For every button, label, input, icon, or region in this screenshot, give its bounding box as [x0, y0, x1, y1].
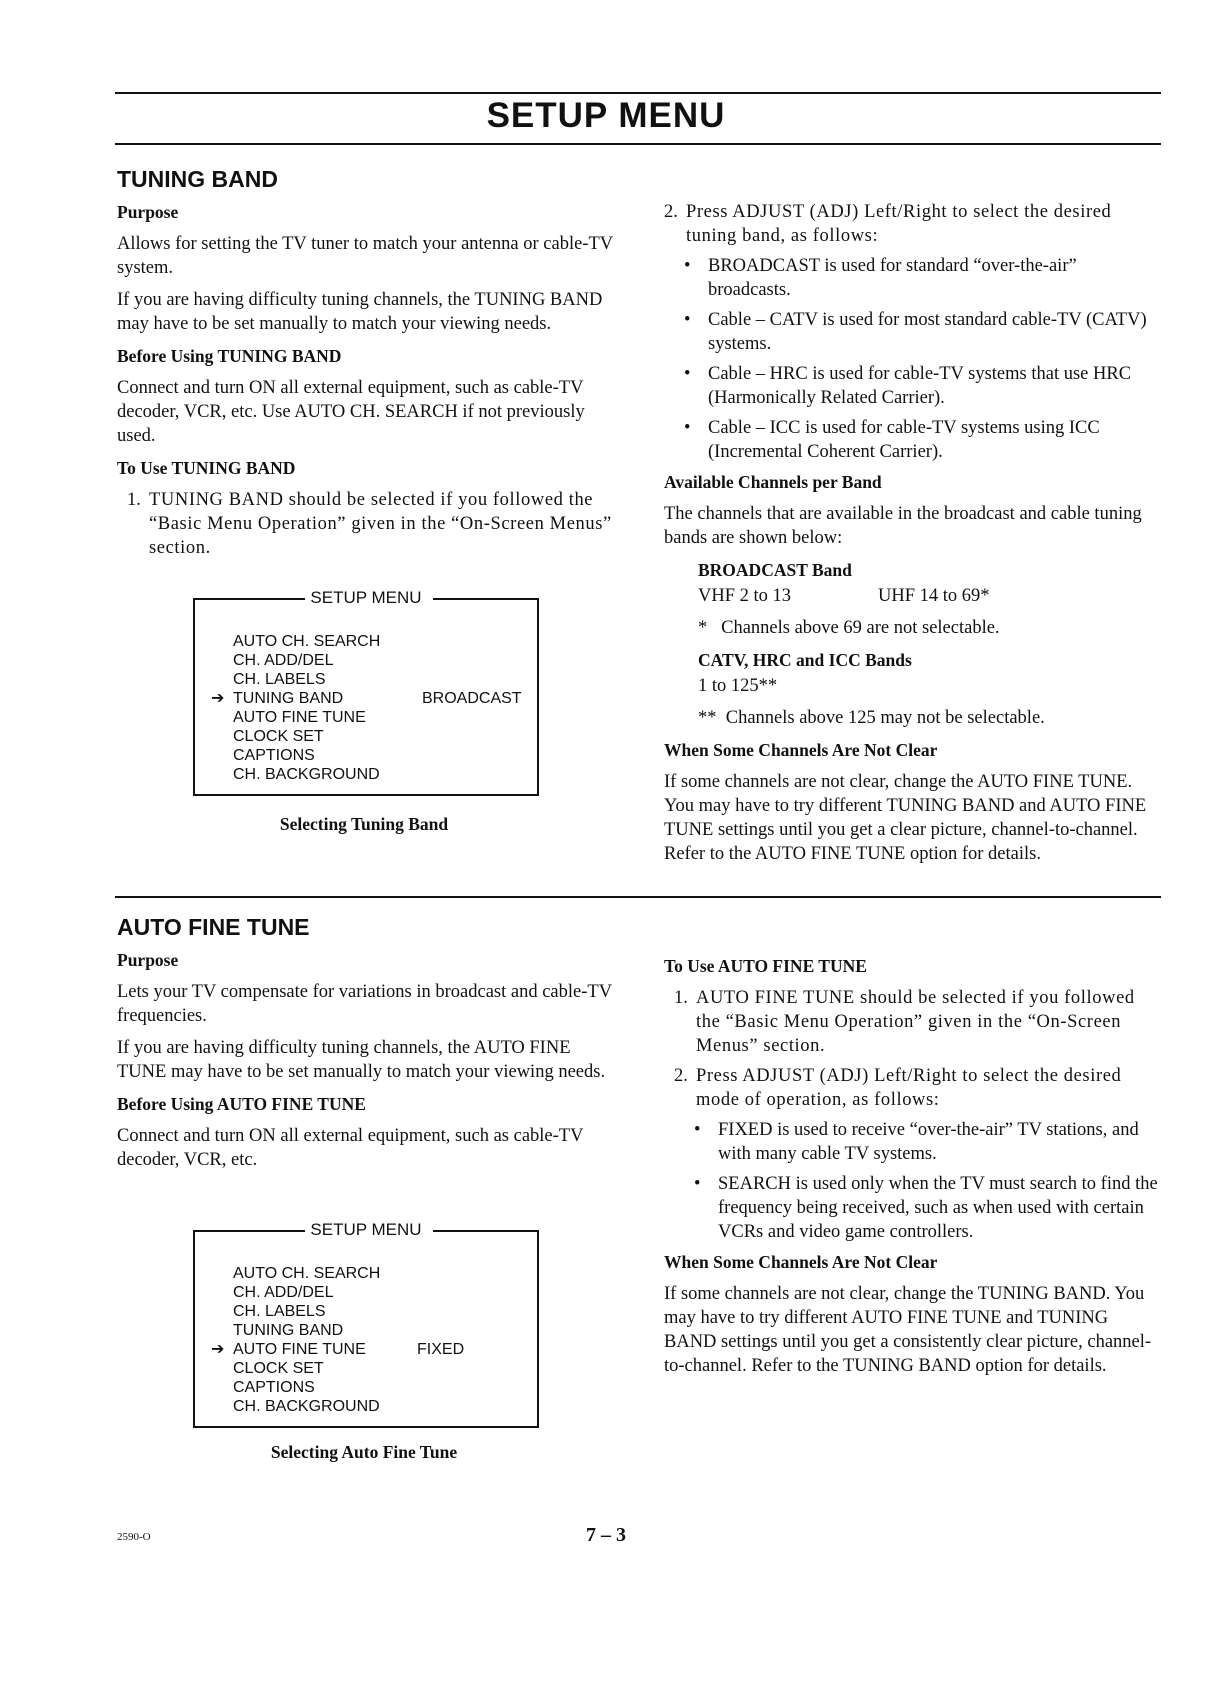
bullet-item: • SEARCH is used only when the TV must search to find the frequency being received, such as when used with certain VCRs and video game controllers. — [694, 1174, 1158, 1242]
step-number: 2. — [674, 1066, 688, 1086]
broadcast-band-label: BROADCAST Band — [698, 560, 852, 580]
purpose-label: Purpose — [117, 950, 179, 970]
purpose-label: Purpose — [117, 202, 179, 222]
auto-fine-tune-heading: AUTO FINE TUNE — [117, 914, 310, 940]
bullet-item: • BROADCAST is used for standard “over-the-air” broadcasts. — [684, 256, 1077, 300]
doc-code: 2590-O — [117, 1531, 151, 1543]
before-using-label: Before Using AUTO FINE TUNE — [117, 1094, 366, 1114]
bullet-icon: • — [684, 256, 691, 276]
not-clear-text: If some channels are not clear, change the TUNING BAND. You may have to try different AUTO FINE TUNE and TUNING BAND settings until you get a consistently clear picture, channel-to-channel. Refer to the TUNING BAND option for details. — [664, 1284, 1152, 1376]
tuning-band-heading: TUNING BAND — [117, 166, 278, 192]
menu-item-selected: TUNING BAND — [233, 690, 344, 707]
menu-item: CLOCK SET — [233, 1360, 324, 1377]
step-text: TUNING BAND should be selected if you followed the “Basic Menu Operation” given in the “On-Screen Menus” section. — [149, 490, 612, 558]
menu-item: AUTO FINE TUNE — [233, 709, 366, 726]
bullet-icon: • — [684, 418, 691, 438]
figure-caption-tuning-band: Selecting Tuning Band — [279, 814, 449, 834]
step-text: Press ADJUST (ADJ) Left/Right to select the desired mode of operation, as follows: — [696, 1066, 1122, 1110]
footnote-cable: ** Channels above 125 may not be selectable. — [698, 708, 1045, 728]
footnote-broadcast: * Channels above 69 are not selectable. — [698, 618, 1000, 638]
bullet-item: • Cable – CATV is used for most standard cable-TV (CATV) systems. — [684, 310, 1147, 354]
menu-item: CLOCK SET — [233, 728, 324, 745]
not-clear-label: When Some Channels Are Not Clear — [664, 740, 938, 760]
selection-arrow-icon: ➔ — [211, 690, 225, 707]
setup-menu-auto-fine-tune — [193, 1220, 539, 1428]
menu-item: CAPTIONS — [233, 1379, 315, 1396]
menu-item: TUNING BAND — [233, 1322, 344, 1339]
page-number: 7 – 3 — [586, 1524, 626, 1546]
purpose-text: Lets your TV compensate for variations in broadcast and cable-TV frequencies. — [117, 982, 612, 1026]
menu-list — [233, 1264, 380, 1416]
before-using-label: Before Using TUNING BAND — [117, 346, 342, 366]
purpose-text-2: If you are having difficulty tuning channels, the AUTO FINE TUNE may have to be set manually to match your viewing needs. — [117, 1038, 606, 1082]
auto-fine-tune-left-column — [117, 948, 617, 1180]
not-clear-text: If some channels are not clear, change the AUTO FINE TUNE. You may have to try different TUNING BAND and AUTO FINE TUNE settings until you get a clear picture, channel-to-channel. Refer to the AUTO FINE TUNE option for details. — [664, 772, 1147, 864]
bullet-icon: • — [694, 1174, 701, 1194]
selection-arrow-icon: ➔ — [211, 1341, 225, 1358]
figure-caption-auto-fine-tune: Selecting Auto Fine Tune — [270, 1442, 458, 1462]
menu-item: AUTO CH. SEARCH — [233, 1265, 381, 1282]
section-divider — [115, 896, 1161, 898]
step-text: Press ADJUST (ADJ) Left/Right to select the desired tuning band, as follows: — [686, 202, 1112, 246]
step-text: AUTO FINE TUNE should be selected if you followed the “Basic Menu Operation” given in the “On-Screen Menus” section. — [696, 988, 1135, 1056]
bullet-item: • Cable – ICC is used for cable-TV systems using ICC (Incremental Coherent Carrier). — [684, 418, 1100, 462]
menu-item: CH. ADD/DEL — [233, 652, 334, 669]
title-rule — [115, 143, 1161, 145]
available-channels-label: Available Channels per Band — [664, 472, 882, 492]
tuning-band-right-column — [664, 200, 1164, 874]
purpose-text-2: If you are having difficulty tuning channels, the TUNING BAND may have to be set manually to match your viewing needs. — [117, 290, 603, 334]
page-title: SETUP MENU — [486, 96, 726, 135]
available-channels-text: The channels that are available in the broadcast and cable tuning bands are shown below: — [664, 504, 1142, 548]
menu-item: CH. BACKGROUND — [233, 766, 380, 783]
vhf-range: VHF 2 to 13 — [698, 586, 792, 606]
step-number: 1. — [674, 988, 688, 1008]
menu-title: SETUP MENU — [310, 588, 422, 607]
menu-item-selected: AUTO FINE TUNE — [233, 1341, 366, 1358]
bullet-icon: • — [694, 1120, 701, 1140]
tuning-band-left-column — [117, 200, 617, 566]
purpose-text: Allows for setting the TV tuner to match your antenna or cable-TV system. — [117, 234, 613, 278]
to-use-label: To Use AUTO FINE TUNE — [664, 956, 867, 976]
before-using-text: Connect and turn ON all external equipment, such as cable-TV decoder, VCR, etc. Use AUTO CH. SEARCH if not previously used. — [117, 378, 585, 446]
to-use-label: To Use TUNING BAND — [117, 458, 296, 478]
menu-item: CH. LABELS — [233, 1303, 326, 1320]
top-rule — [115, 92, 1161, 94]
not-clear-label: When Some Channels Are Not Clear — [664, 1252, 938, 1272]
menu-item: CH. LABELS — [233, 671, 326, 688]
menu-item: CH. BACKGROUND — [233, 1398, 380, 1415]
setup-menu-tuning-band — [193, 588, 539, 796]
menu-title: SETUP MENU — [310, 1220, 422, 1239]
menu-item: AUTO CH. SEARCH — [233, 633, 381, 650]
menu-item: CAPTIONS — [233, 747, 315, 764]
step-2 — [674, 1064, 1164, 1112]
step-number: 1. — [127, 490, 141, 510]
before-using-text: Connect and turn ON all external equipment, such as cable-TV decoder, VCR, etc. — [117, 1126, 584, 1170]
bullet-item: • Cable – HRC is used for cable-TV systems that use HRC (Harmonically Related Carrier). — [684, 364, 1132, 408]
bullet-item: • FIXED is used to receive “over-the-air” TV stations, and with many cable TV systems. — [694, 1120, 1139, 1164]
cable-bands-label: CATV, HRC and ICC Bands — [698, 650, 912, 670]
broadcast-band-ranges — [698, 584, 1164, 608]
step-1 — [674, 986, 1164, 1058]
cable-bands-range: 1 to 125** — [698, 676, 778, 696]
bullet-icon: • — [684, 310, 691, 330]
step-2 — [664, 200, 1164, 248]
menu-item: CH. ADD/DEL — [233, 1284, 334, 1301]
bullet-icon: • — [684, 364, 691, 384]
menu-selected-value: BROADCAST — [422, 690, 522, 707]
uhf-range: UHF 14 to 69* — [878, 586, 990, 606]
menu-list — [233, 632, 380, 784]
menu-selected-value: FIXED — [417, 1341, 465, 1358]
step-1 — [127, 488, 617, 560]
step-number: 2. — [664, 202, 678, 222]
auto-fine-tune-right-column — [664, 954, 1164, 1386]
